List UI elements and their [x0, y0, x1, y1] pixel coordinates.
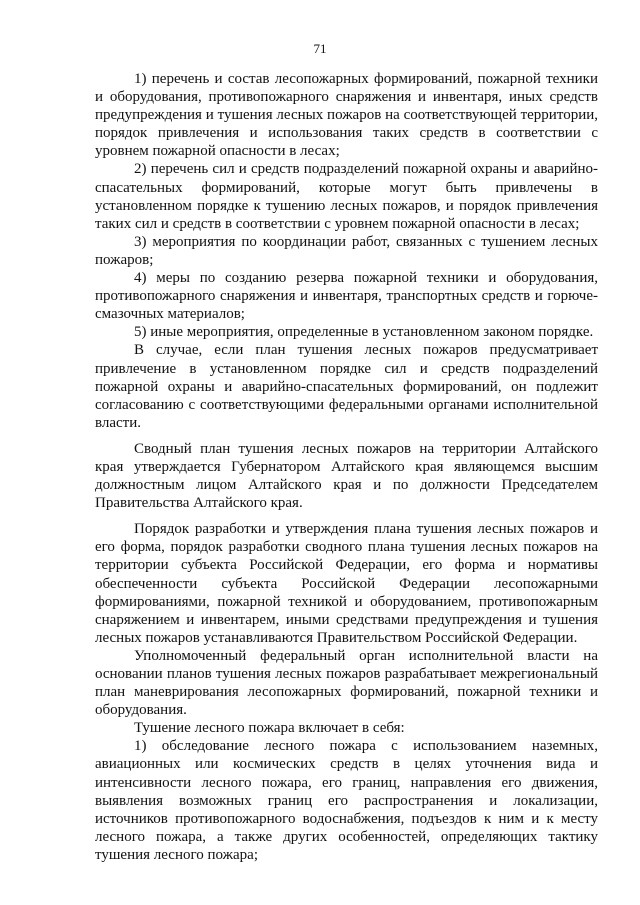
list-item-survey: 1) обследование лесного пожара с использованием наземных, авиационных или космических средств в целях уточнения вида и интенсивности лесного пожара, его границ, направления его движения, выявления возможных границ его распространения и локализации, источников противопожарного водоснабжения, подъездов к ним и к месту лесного пожара, а также других особенностей, определяющих тактику тушения лесного пожара; [95, 738, 598, 863]
list-item-4: 4) меры по созданию резерва пожарной техники и оборудования, противопожарного снаряжения и инвентаря, транспортных средств и горюче-смазочных материалов; [95, 270, 598, 323]
paragraph-federal-body: Уполномоченный федеральный орган исполнительной власти на основании планов тушения лесных пожаров разрабатывает межрегиональный план маневрирования лесопожарных формирований, пожарной техники и оборудования. [95, 647, 598, 719]
list-item-1: 1) перечень и состав лесопожарных формирований, пожарной техники и оборудования, противопожарного снаряжения и инвентаря, иных средств предупреждения и тушения лесных пожаров на соответствующей территории, порядок привлечения и использования таких средств в соответствии с уровнем пожарной опасности в лесах; [95, 71, 598, 160]
list-item-2: 2) перечень сил и средств подразделений пожарной охраны и аварийно-спасательных формирований, которые могут быть привлечены в установленном порядке к тушению лесных пожаров, и порядок привлечения таких сил и средств в соответствии с уровнем пожарной опасности в лесах; [95, 161, 598, 232]
paragraph-development-order: Порядок разработки и утверждения плана тушения лесных пожаров и его форма, порядок разработки сводного плана тушения лесных пожаров на территории субъекта Российской Федерации, его форма и нормативы обеспеченности субъекта Российской Федерации лесопожарными формированиями, пожарной техникой и оборудованием, противопожарным снаряжением и инвентарем, иными средствами предупреждения и тушения лесных пожаров устанавливаются Правительством Российской Федерации. [95, 521, 598, 646]
paragraph-coordination: В случае, если план тушения лесных пожаров предусматривает привлечение в установленном порядке сил и средств подразделений пожарной охраны и аварийно-спасательных формирований, он подлежит согласованию с соответствующими федеральными органами исполнительной власти. [95, 342, 598, 431]
paragraph-summary-plan: Сводный план тушения лесных пожаров на территории Алтайского края утверждается Губернатором Алтайского края являющемся высшим должностным лицом Алтайского края и по должности Председателем Правительства Алтайского края. [95, 440, 598, 512]
list-item-5: 5) иные мероприятия, определенные в установленном законом порядке. [134, 324, 594, 341]
page-number: 71 [313, 41, 327, 56]
list-item-3: 3) мероприятия по координации работ, связанных с тушением лесных пожаров; [95, 233, 598, 268]
document-body [95, 70, 598, 864]
paragraph-extinguishing-includes: Тушение лесного пожара включает в себя: [134, 720, 405, 737]
